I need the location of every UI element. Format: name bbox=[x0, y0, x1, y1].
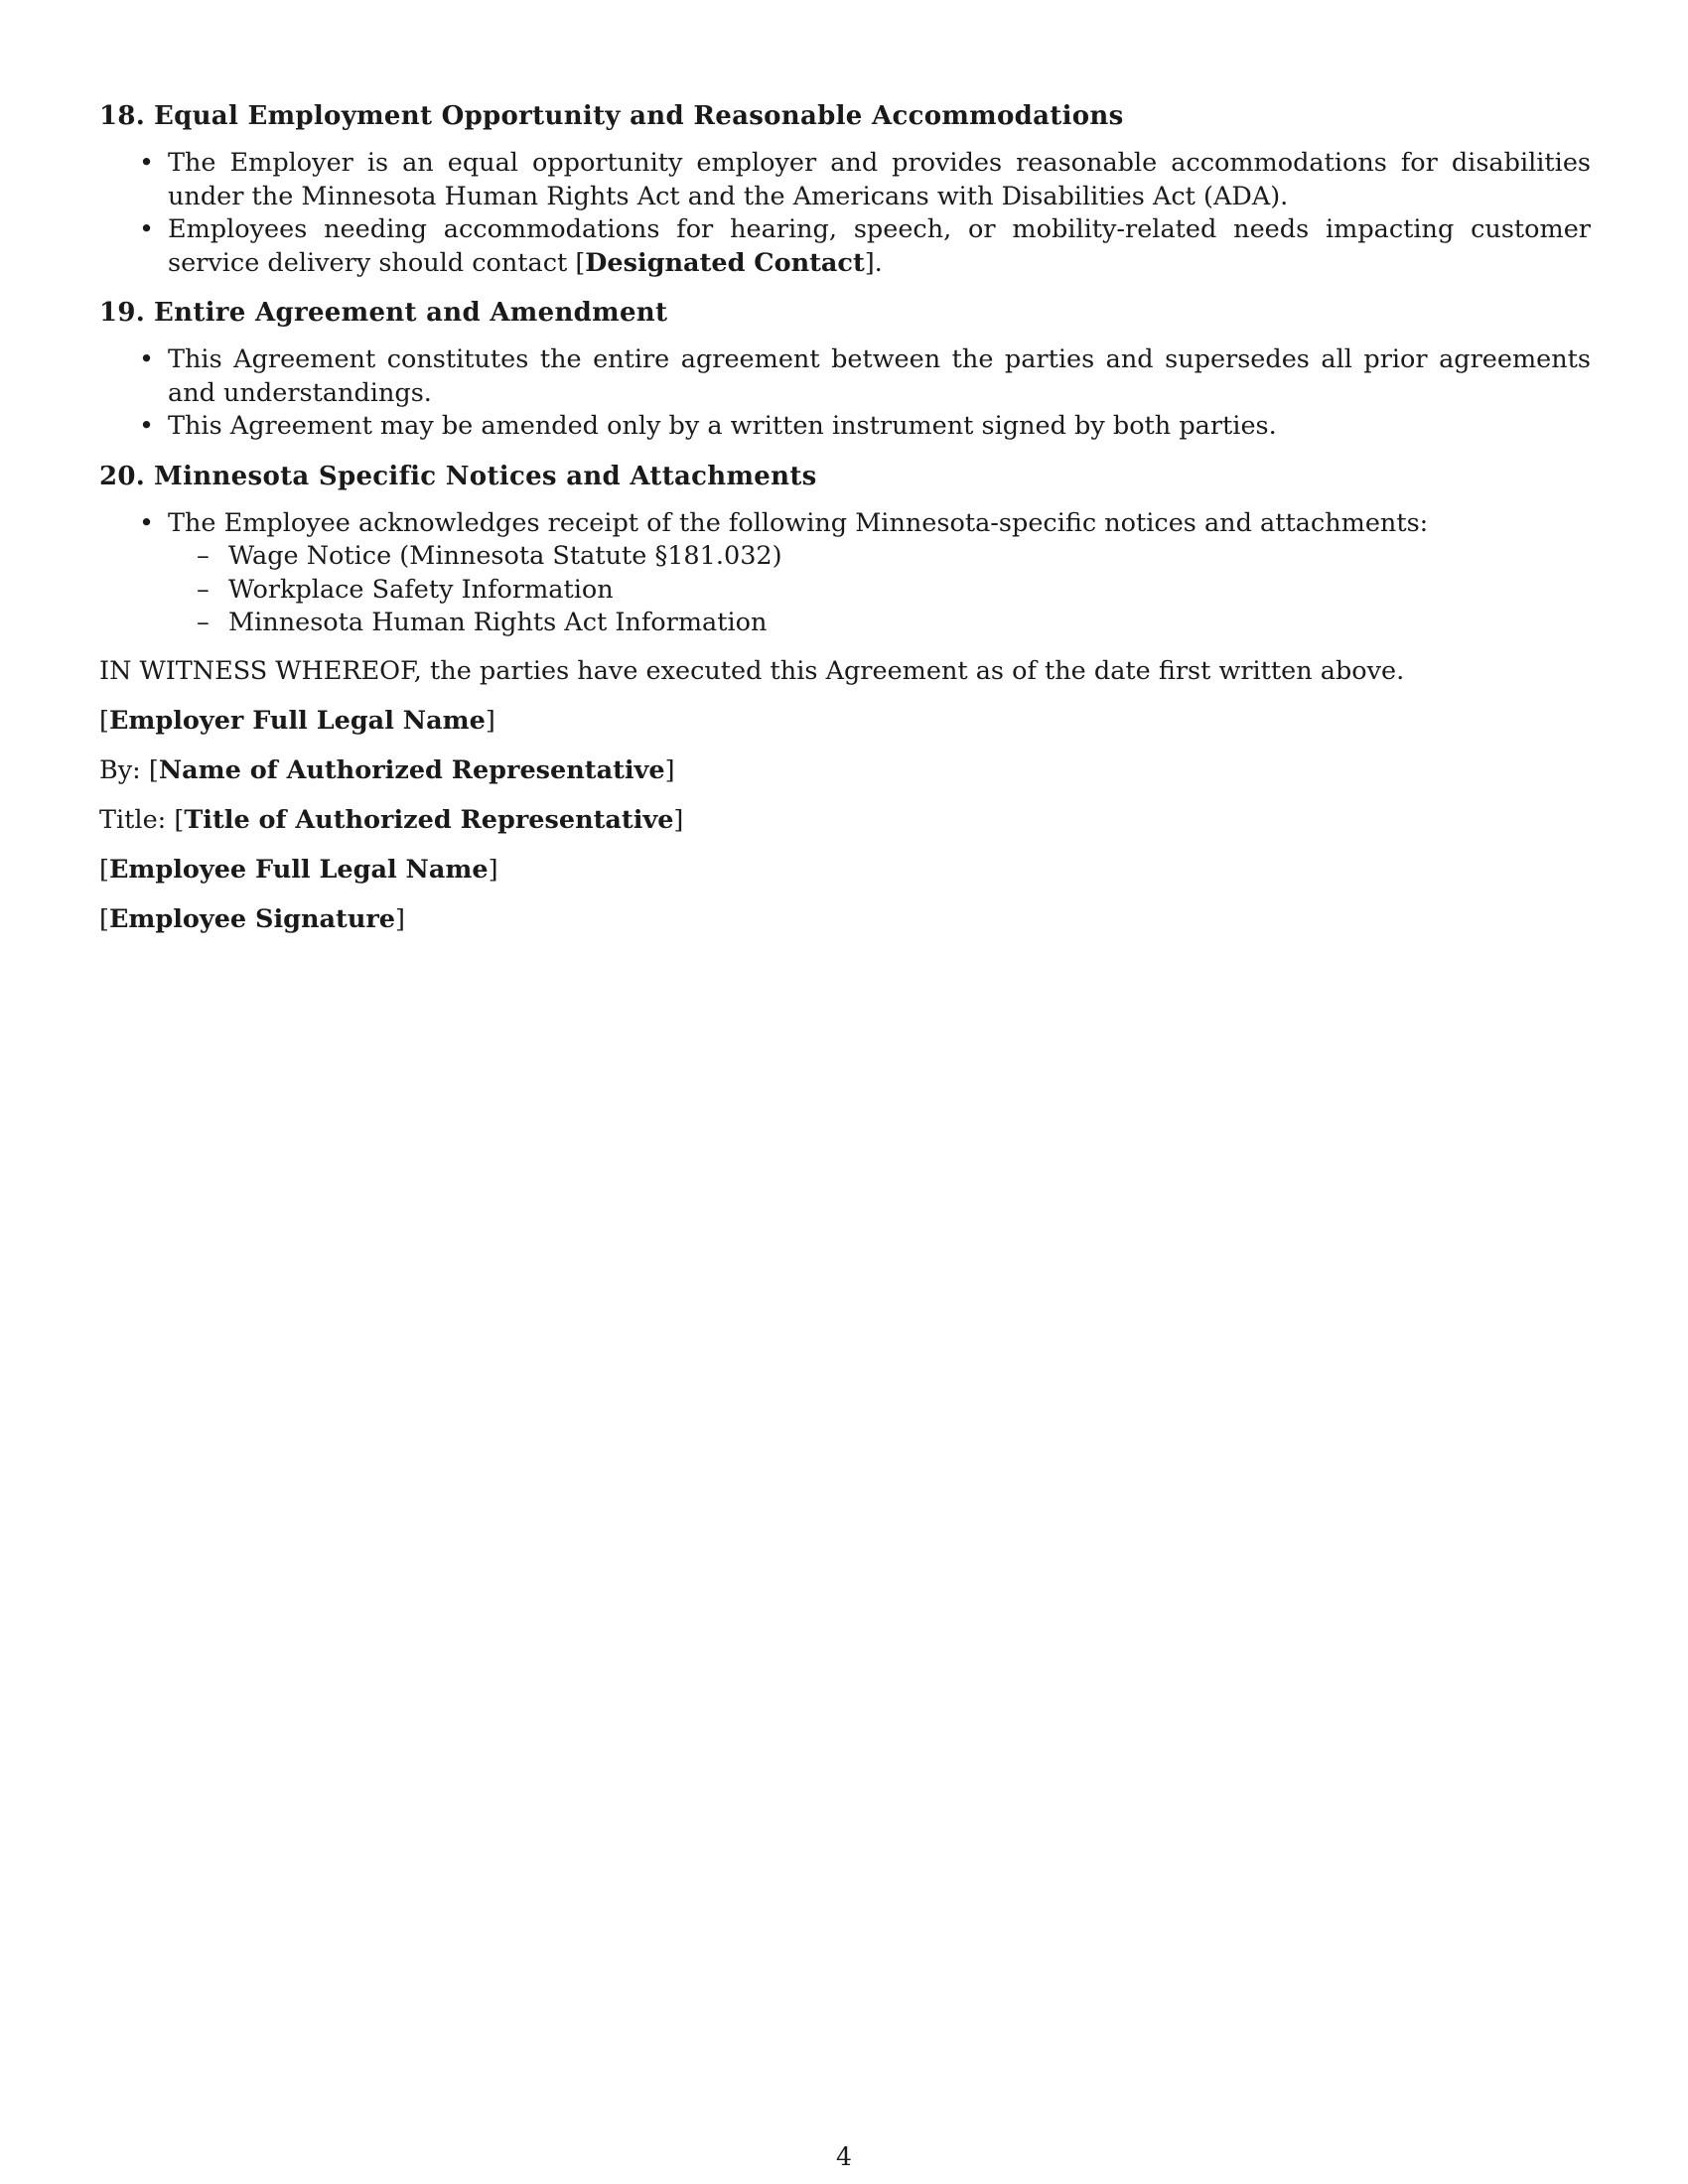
page-number: 4 bbox=[836, 2142, 852, 2171]
list-item bbox=[99, 343, 1591, 410]
employee-signature-line: [Employee Signature] bbox=[99, 903, 405, 934]
sublist-item-text: Wage Notice (Minnesota Statute §181.032) bbox=[228, 541, 782, 571]
document-body bbox=[99, 97, 1591, 952]
employee-signature-placeholder: Employee Signature bbox=[108, 903, 396, 934]
bullet-icon: • bbox=[139, 344, 155, 374]
section-20-heading bbox=[99, 458, 1591, 495]
section-number: 19. bbox=[99, 298, 146, 328]
sublist-item bbox=[168, 540, 1591, 574]
employer-name-line: [Employer Full Legal Name] bbox=[99, 705, 495, 736]
list-item-text: The Employer is an equal opportunity employer and provides reasonable accommodations for disabilities under the Minnesota Human Rights Act and the Americans with Disabilities Act (ADA). bbox=[168, 148, 1591, 211]
bullet-icon: • bbox=[139, 214, 155, 244]
section-number: 20. bbox=[99, 461, 146, 491]
dash-icon: – bbox=[197, 608, 210, 637]
list-item-text-suffix: ]. bbox=[864, 247, 883, 278]
attachments-sublist bbox=[168, 540, 1591, 640]
section-18-heading bbox=[99, 97, 1591, 135]
list-item bbox=[99, 213, 1591, 280]
representative-title-placeholder: Title of Authorized Representative bbox=[184, 804, 674, 835]
bullet-icon: • bbox=[139, 411, 155, 441]
section-19-heading bbox=[99, 294, 1591, 332]
section-19-list bbox=[99, 343, 1591, 444]
employee-name-line: [Employee Full Legal Name] bbox=[99, 854, 498, 885]
section-18-list bbox=[99, 147, 1591, 280]
employer-name-placeholder: Employer Full Legal Name bbox=[108, 705, 486, 736]
dash-icon: – bbox=[197, 541, 210, 571]
bullet-icon: • bbox=[139, 148, 155, 178]
sublist-item-text: Workplace Safety Information bbox=[228, 574, 614, 605]
section-number: 18. bbox=[99, 101, 146, 131]
dash-icon: – bbox=[197, 574, 210, 605]
sublist-item-text: Minnesota Human Rights Act Information bbox=[228, 608, 768, 637]
list-item bbox=[99, 147, 1591, 213]
sublist-item bbox=[168, 607, 1591, 640]
title-line: Title: [Title of Authorized Representative] bbox=[99, 804, 684, 835]
by-line: By: [Name of Authorized Representative] bbox=[99, 754, 675, 785]
section-title: Minnesota Specific Notices and Attachments bbox=[154, 461, 817, 491]
title-label: Title: bbox=[99, 804, 167, 835]
list-item-text: Employees needing accommodations for hearing, speech, or mobility-related needs impacting customer service delivery should contact [ bbox=[168, 214, 1591, 278]
list-item bbox=[99, 507, 1591, 640]
section-20-list bbox=[99, 507, 1591, 640]
designated-contact-placeholder: Designated Contact bbox=[585, 247, 865, 278]
by-label: By: bbox=[99, 754, 141, 785]
list-item bbox=[99, 410, 1591, 444]
employee-name-placeholder: Employee Full Legal Name bbox=[108, 854, 489, 885]
section-title: Equal Employment Opportunity and Reasonable Accommodations bbox=[154, 101, 1124, 131]
sublist-item bbox=[168, 574, 1591, 608]
representative-name-placeholder: Name of Authorized Representative bbox=[158, 754, 665, 785]
list-item-text: This Agreement may be amended only by a written instrument signed by both parties. bbox=[168, 411, 1277, 441]
section-title: Entire Agreement and Amendment bbox=[154, 298, 668, 328]
list-item-text: The Employee acknowledges receipt of the following Minnesota-specific notices and attachments: bbox=[168, 507, 1429, 538]
witness-statement: IN WITNESS WHEREOF, the parties have executed this Agreement as of the date first written above. bbox=[99, 655, 1405, 686]
list-item-text: This Agreement constitutes the entire agreement between the parties and supersedes all prior agreements and understandings. bbox=[168, 344, 1591, 408]
bullet-icon: • bbox=[139, 507, 155, 538]
